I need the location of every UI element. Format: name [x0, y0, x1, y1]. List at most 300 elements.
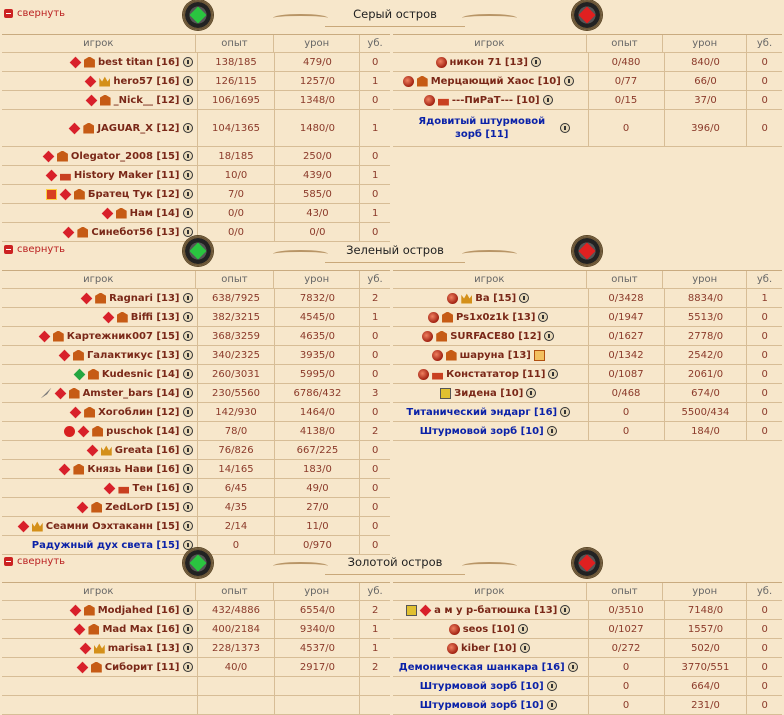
- player-row: [2, 327, 390, 346]
- player-cell: [393, 91, 589, 109]
- player-name-link[interactable]: Greata [16]: [114, 444, 180, 456]
- rank-icon: [95, 293, 106, 304]
- player-cell: [2, 460, 198, 478]
- exp-value: 14/165: [198, 460, 276, 478]
- player-name-link[interactable]: Нам [14]: [129, 207, 180, 219]
- fire-ball-icon: [436, 57, 447, 68]
- team-table-right: [393, 270, 782, 441]
- monster-name-link[interactable]: Штурмовой зорб [10]: [419, 699, 544, 711]
- player-name-link[interactable]: Amster_bars [14]: [82, 387, 180, 399]
- player-info-icon[interactable]: [548, 369, 558, 379]
- red-team-orb-icon: [572, 0, 602, 30]
- damage-column-header: урон: [663, 271, 747, 288]
- player-info-icon[interactable]: [183, 464, 193, 474]
- exp-value: 382/3215: [198, 308, 276, 326]
- player-cell: [2, 384, 198, 402]
- kills-value: 0: [761, 56, 768, 68]
- damage-column-header: урон: [274, 271, 360, 288]
- player-info-icon[interactable]: [183, 151, 193, 161]
- player-name-link[interactable]: seos [10]: [462, 623, 515, 635]
- player-info-icon[interactable]: [183, 426, 193, 436]
- exp-value: 104/1365: [198, 110, 276, 146]
- table-header: [2, 271, 390, 289]
- rank-icon: [117, 312, 128, 323]
- damage-value: 667/225: [275, 441, 360, 459]
- player-info-icon[interactable]: [564, 76, 574, 86]
- exp-value: 0/77: [589, 72, 665, 90]
- feather-icon: [41, 388, 52, 399]
- collapse-icon: [4, 9, 13, 18]
- player-info-icon[interactable]: [183, 95, 193, 105]
- player-name-link[interactable]: Хогоблин [12]: [98, 406, 180, 418]
- player-name-link[interactable]: Kudesnic [14]: [101, 368, 180, 380]
- player-info-icon[interactable]: [183, 483, 193, 493]
- exp-column-header: опыт: [196, 583, 275, 600]
- exp-value: 4/35: [198, 498, 276, 516]
- red-gem-icon: [69, 604, 81, 616]
- rank-icon: [436, 331, 447, 342]
- kills-value: 1: [761, 292, 768, 304]
- player-info-icon[interactable]: [183, 643, 193, 653]
- exp-value: 0/272: [589, 639, 665, 657]
- player-cell: [393, 110, 589, 146]
- red-gem-icon: [79, 642, 91, 654]
- player-name-link[interactable]: marisa1 [13]: [107, 642, 180, 654]
- player-name-link[interactable]: Мерцающий Хаос [10]: [430, 75, 561, 87]
- player-name-link[interactable]: шаруна [13]: [459, 349, 531, 361]
- player-info-icon[interactable]: [183, 445, 193, 455]
- rank-icon: [57, 151, 68, 162]
- collapse-label[interactable]: свернуть: [17, 8, 66, 19]
- rank-icon: [417, 76, 428, 87]
- player-name-link[interactable]: puschok [14]: [106, 425, 180, 437]
- kills-value: 1: [372, 122, 379, 134]
- player-name-link[interactable]: Синебот56 [13]: [91, 226, 180, 238]
- player-cell: [393, 677, 589, 695]
- kills-value: 0: [761, 623, 768, 635]
- player-info-icon[interactable]: [560, 407, 570, 417]
- kills-value: 1: [372, 311, 379, 323]
- damage-value: 4545/0: [275, 308, 360, 326]
- exp-value: 0/3510: [589, 601, 665, 619]
- damage-column-header: урон: [274, 583, 360, 600]
- player-name-link[interactable]: Сиборит [11]: [104, 661, 180, 673]
- player-cell: [2, 204, 198, 222]
- exp-value: 78/0: [198, 422, 276, 440]
- damage-value: 3935/0: [275, 346, 360, 364]
- damage-value: 27/0: [275, 498, 360, 516]
- player-info-icon[interactable]: [183, 170, 193, 180]
- exp-column-header: опыт: [587, 583, 664, 600]
- player-info-icon[interactable]: [183, 331, 193, 341]
- guild-flag-icon: [432, 369, 443, 380]
- player-cell: [393, 365, 589, 383]
- player-info-icon[interactable]: [183, 350, 193, 360]
- player-name-link[interactable]: Ragnari [13]: [109, 292, 180, 304]
- player-name-link[interactable]: Modjahed [16]: [97, 604, 180, 616]
- red-gem-icon: [70, 406, 82, 418]
- damage-value: 49/0: [275, 479, 360, 497]
- player-info-icon[interactable]: [183, 407, 193, 417]
- island-section-gold: [0, 548, 784, 711]
- team-table-right: [393, 34, 782, 147]
- kills-value: 1: [372, 75, 379, 87]
- fire-ball-icon: [447, 293, 458, 304]
- kills-column-header: уб.: [756, 274, 773, 285]
- damage-value: 5513/0: [665, 308, 748, 326]
- player-info-icon[interactable]: [183, 662, 193, 672]
- player-row: [393, 384, 782, 403]
- player-column-header: игрок: [2, 583, 196, 600]
- exp-value: 18/185: [198, 147, 276, 165]
- kills-value: 0: [761, 122, 768, 134]
- rank-icon: [88, 369, 99, 380]
- damage-value: 8834/0: [665, 289, 748, 307]
- rank-icon: [100, 95, 111, 106]
- player-cell: [2, 91, 198, 109]
- player-row: [2, 441, 390, 460]
- red-gem-icon: [69, 122, 81, 134]
- kills-value: 0: [761, 642, 768, 654]
- damage-value: 664/0: [665, 677, 748, 695]
- kills-column-header: уб.: [367, 586, 383, 597]
- damage-value: 0/970: [275, 536, 360, 554]
- damage-value: 231/0: [665, 696, 748, 714]
- player-cell: [2, 327, 198, 345]
- chess-board-icon: [406, 605, 417, 616]
- exp-value: 230/5560: [198, 384, 276, 402]
- fire-ball-icon: [428, 312, 439, 323]
- player-name-link[interactable]: Братец Тук [12]: [87, 188, 180, 200]
- damage-column-header: урон: [663, 35, 747, 52]
- exp-value: 2/14: [198, 517, 276, 535]
- player-info-icon[interactable]: [183, 208, 193, 218]
- table-header: [393, 583, 782, 601]
- player-name-link[interactable]: а м у р-батюшка [13]: [434, 604, 558, 616]
- guild-flag-icon: [60, 170, 71, 181]
- player-info-icon[interactable]: [183, 76, 193, 86]
- red-gem-icon: [102, 311, 114, 323]
- player-cell: [2, 422, 198, 440]
- player-row: [2, 460, 390, 479]
- player-name-link[interactable]: Olegator_2008 [15]: [70, 150, 180, 162]
- player-info-icon[interactable]: [183, 189, 193, 199]
- damage-value: 1257/0: [275, 72, 360, 90]
- crown-icon: [99, 76, 110, 87]
- player-info-icon[interactable]: [547, 700, 557, 710]
- player-cell: [2, 289, 198, 307]
- player-info-icon[interactable]: [183, 624, 193, 634]
- player-row: [2, 346, 390, 365]
- player-info-icon[interactable]: [183, 123, 193, 133]
- player-row: [2, 422, 390, 441]
- damage-value: 1464/0: [275, 403, 360, 421]
- player-info-icon[interactable]: [560, 605, 570, 615]
- player-name-link[interactable]: Картежник007 [15]: [66, 330, 180, 342]
- monster-name-link[interactable]: Радужный дух света [15]: [31, 539, 180, 551]
- player-info-icon[interactable]: [183, 293, 193, 303]
- player-info-icon[interactable]: [518, 624, 528, 634]
- rank-icon: [73, 350, 84, 361]
- player-info-icon[interactable]: [531, 57, 541, 67]
- red-gem-icon: [104, 482, 116, 494]
- player-name-link[interactable]: kiber [10]: [461, 642, 517, 654]
- damage-value: 1480/0: [275, 110, 360, 146]
- kills-value: 0: [761, 680, 768, 692]
- player-name-link[interactable]: Галактикус [13]: [86, 349, 180, 361]
- exp-column-header: опыт: [587, 271, 664, 288]
- kills-value: 0: [761, 94, 768, 106]
- player-cell: [2, 498, 198, 516]
- red-gem-icon: [38, 330, 50, 342]
- player-name-link[interactable]: JAGUAR_X [12]: [97, 122, 180, 134]
- kills-value: 0: [372, 539, 379, 551]
- red-gem-icon: [74, 623, 86, 635]
- exp-value: [198, 677, 276, 695]
- exp-value: 0/15: [589, 91, 665, 109]
- player-cell: [393, 696, 589, 714]
- kills-value: 0: [761, 311, 768, 323]
- rank-icon: [91, 662, 102, 673]
- player-info-icon[interactable]: [526, 388, 536, 398]
- player-cell: [2, 365, 198, 383]
- kills-value: 0: [372, 444, 379, 456]
- player-row: [2, 601, 390, 620]
- red-gem-icon: [59, 188, 71, 200]
- collapse-toggle[interactable]: [4, 556, 65, 567]
- kills-value: 0: [761, 604, 768, 616]
- damage-value: 479/0: [275, 53, 360, 71]
- kills-value: 0: [761, 368, 768, 380]
- crown-icon: [32, 521, 43, 532]
- player-name-link[interactable]: Князь Нави [16]: [87, 463, 180, 475]
- collapse-icon: [4, 557, 13, 566]
- exp-value: 106/1695: [198, 91, 276, 109]
- player-name-link[interactable]: History Maker [11]: [73, 169, 180, 181]
- player-info-icon[interactable]: [519, 293, 529, 303]
- kills-value: [360, 696, 390, 714]
- player-info-icon[interactable]: [183, 502, 193, 512]
- player-row: [2, 72, 390, 91]
- damage-value: 439/0: [275, 166, 360, 184]
- red-gem-icon: [59, 349, 71, 361]
- damage-value: 6554/0: [275, 601, 360, 619]
- player-row: [393, 696, 782, 715]
- player-info-icon[interactable]: [183, 369, 193, 379]
- kills-value: 1: [372, 207, 379, 219]
- player-cell: [393, 53, 589, 71]
- crown-icon: [101, 445, 112, 456]
- crown-icon: [94, 643, 105, 654]
- exp-value: 0/1627: [589, 327, 665, 345]
- player-info-icon[interactable]: [183, 521, 193, 531]
- player-name-link[interactable]: SURFACE80 [12]: [450, 330, 542, 342]
- monster-name-link[interactable]: Штурмовой зорб [10]: [419, 680, 544, 692]
- exp-value: 0/1087: [589, 365, 665, 383]
- red-team-orb-icon: [572, 236, 602, 266]
- rank-icon: [84, 605, 95, 616]
- kills-value: 0: [761, 406, 768, 418]
- player-cell: [393, 601, 589, 619]
- collapse-toggle[interactable]: [4, 8, 65, 19]
- player-row: [393, 639, 782, 658]
- kills-value: 0: [761, 699, 768, 711]
- kills-value: 0: [372, 368, 379, 380]
- damage-value: 183/0: [275, 460, 360, 478]
- guild-flag-icon: [118, 483, 129, 494]
- player-name-link[interactable]: Biffi [13]: [130, 311, 180, 323]
- damage-column-header: урон: [663, 583, 747, 600]
- player-cell: [393, 403, 589, 421]
- exp-value: 0/1027: [589, 620, 665, 638]
- rank-icon: [92, 426, 103, 437]
- green-team-orb-icon: [183, 0, 213, 30]
- player-row: [393, 72, 782, 91]
- player-column-header: игрок: [2, 271, 196, 288]
- player-row: [2, 620, 390, 639]
- kills-value: 0: [372, 56, 379, 68]
- exp-value: 76/826: [198, 441, 276, 459]
- damage-value: 0/0: [275, 223, 360, 241]
- exp-value: 260/3031: [198, 365, 276, 383]
- player-name-link[interactable]: никон 71 [13]: [449, 56, 528, 68]
- player-name-link[interactable]: Констататор [11]: [446, 368, 546, 380]
- table-header: [393, 271, 782, 289]
- kills-value: 0: [761, 75, 768, 87]
- player-info-icon[interactable]: [568, 662, 578, 672]
- exp-value: 0/0: [198, 223, 276, 241]
- player-name-link[interactable]: ZedLorD [15]: [105, 501, 180, 513]
- damage-value: 502/0: [665, 639, 748, 657]
- kills-value: 0: [761, 661, 768, 673]
- red-gem-icon: [77, 501, 89, 513]
- kills-value: 0: [761, 330, 768, 342]
- player-cell: [2, 639, 198, 657]
- player-name-link[interactable]: Сеамни Оэхтаканн [15]: [45, 520, 180, 532]
- player-info-icon[interactable]: [560, 123, 570, 133]
- player-name-link[interactable]: Ва [15]: [475, 292, 517, 304]
- monster-name-link[interactable]: Ядовитый штурмовой зорб [11]: [418, 116, 546, 140]
- player-cell: [2, 517, 198, 535]
- player-name-link[interactable]: Зидена [10]: [454, 387, 524, 399]
- team-table-right: [393, 582, 782, 715]
- player-row: [2, 517, 390, 536]
- rank-icon: [74, 189, 85, 200]
- player-info-icon[interactable]: [547, 681, 557, 691]
- fire-ball-icon: [449, 624, 460, 635]
- player-name-link[interactable]: hero57 [16]: [113, 75, 180, 87]
- player-row: [2, 91, 390, 110]
- exp-value: 126/115: [198, 72, 276, 90]
- exp-value: 638/7925: [198, 289, 276, 307]
- fire-ball-icon: [424, 95, 435, 106]
- guild-badge-icon: [46, 189, 57, 200]
- player-info-icon[interactable]: [543, 95, 553, 105]
- player-row: [393, 601, 782, 620]
- player-info-icon[interactable]: [183, 57, 193, 67]
- guild-flag-icon: [438, 95, 449, 106]
- exp-value: 228/1373: [198, 639, 276, 657]
- rank-icon: [442, 312, 453, 323]
- damage-value: 4635/0: [275, 327, 360, 345]
- kills-value: 0: [372, 501, 379, 513]
- exp-value: 0: [589, 110, 665, 146]
- kills-value: 1: [372, 169, 379, 181]
- player-info-icon[interactable]: [520, 643, 530, 653]
- player-info-icon[interactable]: [538, 312, 548, 322]
- island-section-grey: [0, 0, 784, 238]
- exp-value: [198, 696, 276, 714]
- exp-value: 6/45: [198, 479, 276, 497]
- monster-name-link[interactable]: Титанический эндарг [16]: [406, 406, 558, 418]
- player-name-link[interactable]: _Nick__ [12]: [113, 94, 180, 106]
- player-info-icon[interactable]: [183, 312, 193, 322]
- damage-value: 1557/0: [665, 620, 748, 638]
- player-cell: [393, 346, 589, 364]
- player-column-header: игрок: [2, 35, 196, 52]
- player-info-icon[interactable]: [183, 605, 193, 615]
- kills-value: 0: [761, 387, 768, 399]
- player-cell: [2, 403, 198, 421]
- player-name-link[interactable]: Ps1x0z1k [13]: [456, 311, 536, 323]
- player-row: [393, 677, 782, 696]
- section-header: [0, 0, 784, 34]
- monster-name-link[interactable]: Штурмовой зорб [10]: [419, 425, 544, 437]
- player-cell: [2, 308, 198, 326]
- player-cell: [2, 677, 198, 695]
- collapse-label[interactable]: свернуть: [17, 244, 66, 255]
- kills-value: 0: [372, 330, 379, 342]
- player-info-icon[interactable]: [547, 426, 557, 436]
- player-name-link[interactable]: Mad Max [16]: [102, 623, 180, 635]
- player-name-link[interactable]: Тен [16]: [132, 482, 180, 494]
- player-info-icon[interactable]: [183, 388, 193, 398]
- player-name-link[interactable]: ---ПиРаТ--- [10]: [451, 94, 540, 106]
- status-box-icon: [534, 350, 545, 361]
- player-name-link[interactable]: best titan [16]: [97, 56, 180, 68]
- red-gem-icon: [70, 56, 82, 68]
- player-cell: [2, 110, 198, 146]
- green-gem-icon: [74, 368, 86, 380]
- collapse-toggle[interactable]: [4, 244, 65, 255]
- red-team-orb-icon: [572, 548, 602, 578]
- player-cell: [393, 72, 589, 90]
- kills-value: 0: [372, 150, 379, 162]
- player-row: [393, 91, 782, 110]
- collapse-label[interactable]: свернуть: [17, 556, 66, 567]
- table-header: [393, 35, 782, 53]
- player-cell: [2, 185, 198, 203]
- exp-value: 7/0: [198, 185, 276, 203]
- player-info-icon[interactable]: [544, 331, 554, 341]
- red-gem-icon: [45, 169, 57, 181]
- exp-value: 368/3259: [198, 327, 276, 345]
- kills-value: 1: [372, 623, 379, 635]
- player-cell: [2, 166, 198, 184]
- player-cell: [393, 422, 589, 440]
- red-gem-icon: [101, 207, 113, 219]
- player-cell: [393, 620, 589, 638]
- exp-value: 0/468: [589, 384, 665, 402]
- player-cell: [2, 53, 198, 71]
- table-header: [2, 35, 390, 53]
- damage-column-header: урон: [274, 35, 360, 52]
- damage-value: 5995/0: [275, 365, 360, 383]
- rank-icon: [84, 57, 95, 68]
- monster-name-link[interactable]: Демоническая шанкара [16]: [398, 661, 565, 673]
- kills-value: 0: [761, 425, 768, 437]
- kills-value: 0: [372, 463, 379, 475]
